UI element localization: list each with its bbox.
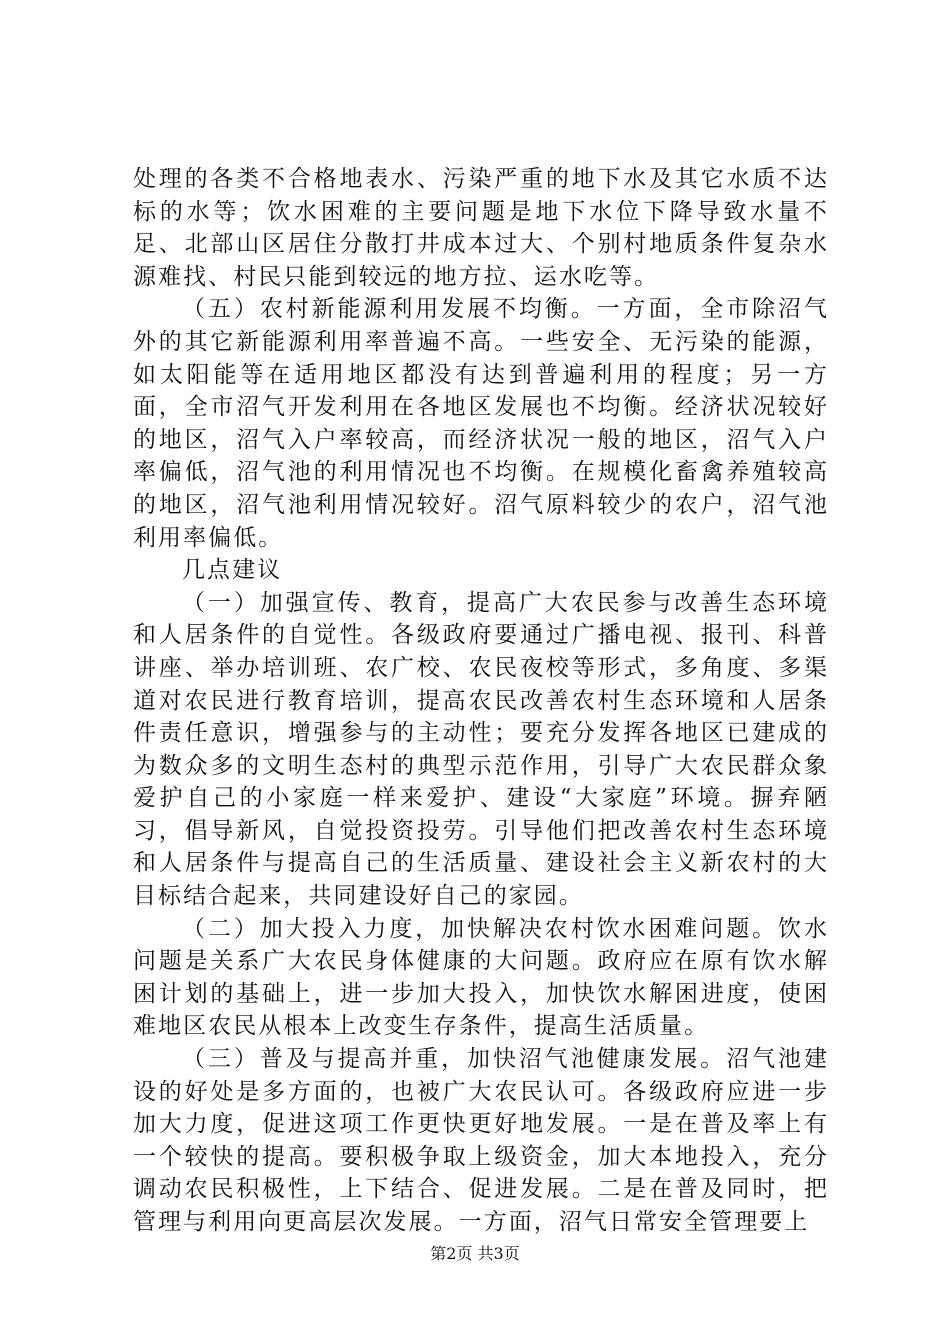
paragraph-suggestion-2: （二）加大投入力度，加快解决农村饮水困难问题。饮水问题是关系广大农民身体健康的大问题。政府应在原有饮水解困计划的基础上，进一步加大投入，加快饮水解困进度，使困难地区农民从根本上改变生存条件，提高生活质量。	[133, 915, 829, 1040]
section-heading-suggestions: 几点建议	[182, 557, 283, 584]
paragraph-continued-water-quality: 处理的各类不合格地表水、污染严重的地下水及其它水质不达标的水等；饮水困难的主要问题是地下水位下降导致水量不足、北部山区居住分散打井成本过大、个别村地质条件复杂水源难找、村民只能到较远的地方拉、运水吃等。	[133, 166, 829, 290]
page-number-footer: 第2页 共3页	[430, 1244, 520, 1263]
paragraph-suggestion-1: （一）加强宣传、教育，提高广大农民参与改善生态环境和人居条件的自觉性。各级政府要通过广播电视、报刊、科普讲座、举办培训班、农广校、农民夜校等形式，多角度、多渠道对农民进行教育培训，提高农民改善农村生态环境和人居条件责任意识，增强参与的主动性；要充分发挥各地区已建成的为数众多的文明生态村的典型示范作用，引导广大农民群众象爱护自己的小家庭一样来爱护、建设“大家庭”环境。摒弃陋习，倡导新风，自觉投资投劳。引导他们把改善农村生态环境和人居条件与提高自己的生活质量、建设社会主义新农村的大目标结合起来，共同建设好自己的家园。	[133, 589, 829, 910]
document-body	[133, 163, 829, 1239]
paragraph-new-energy-imbalance: （五）农村新能源利用发展不均衡。一方面，全市除沼气外的其它新能源利用率普遍不高。一些安全、无污染的能源，如太阳能等在适用地区都没有达到普遍利用的程度；另一方面，全市沼气开发利用在各地区发展也不均衡。经济状况较好的地区，沼气入户率较高，而经济状况一般的地区，沼气入户率偏低，沼气池的利用情况也不均衡。在规模化畜禽养殖较高的地区，沼气池利用情况较好。沼气原料较少的农户，沼气池利用率偏低。	[133, 296, 829, 551]
paragraph-suggestion-3: （三）普及与提高并重，加快沼气池健康发展。沼气池建设的好处是多方面的，也被广大农民认可。各级政府应进一步加大力度，促进这项工作更快更好地发展。一是在普及率上有一个较快的提高。要积极争取上级资金，加大本地投入，充分调动农民积极性，上下结合、促进发展。二是在普及同时，把管理与利用向更高层次发展。一方面，沼气日常安全管理要上	[133, 1046, 829, 1235]
